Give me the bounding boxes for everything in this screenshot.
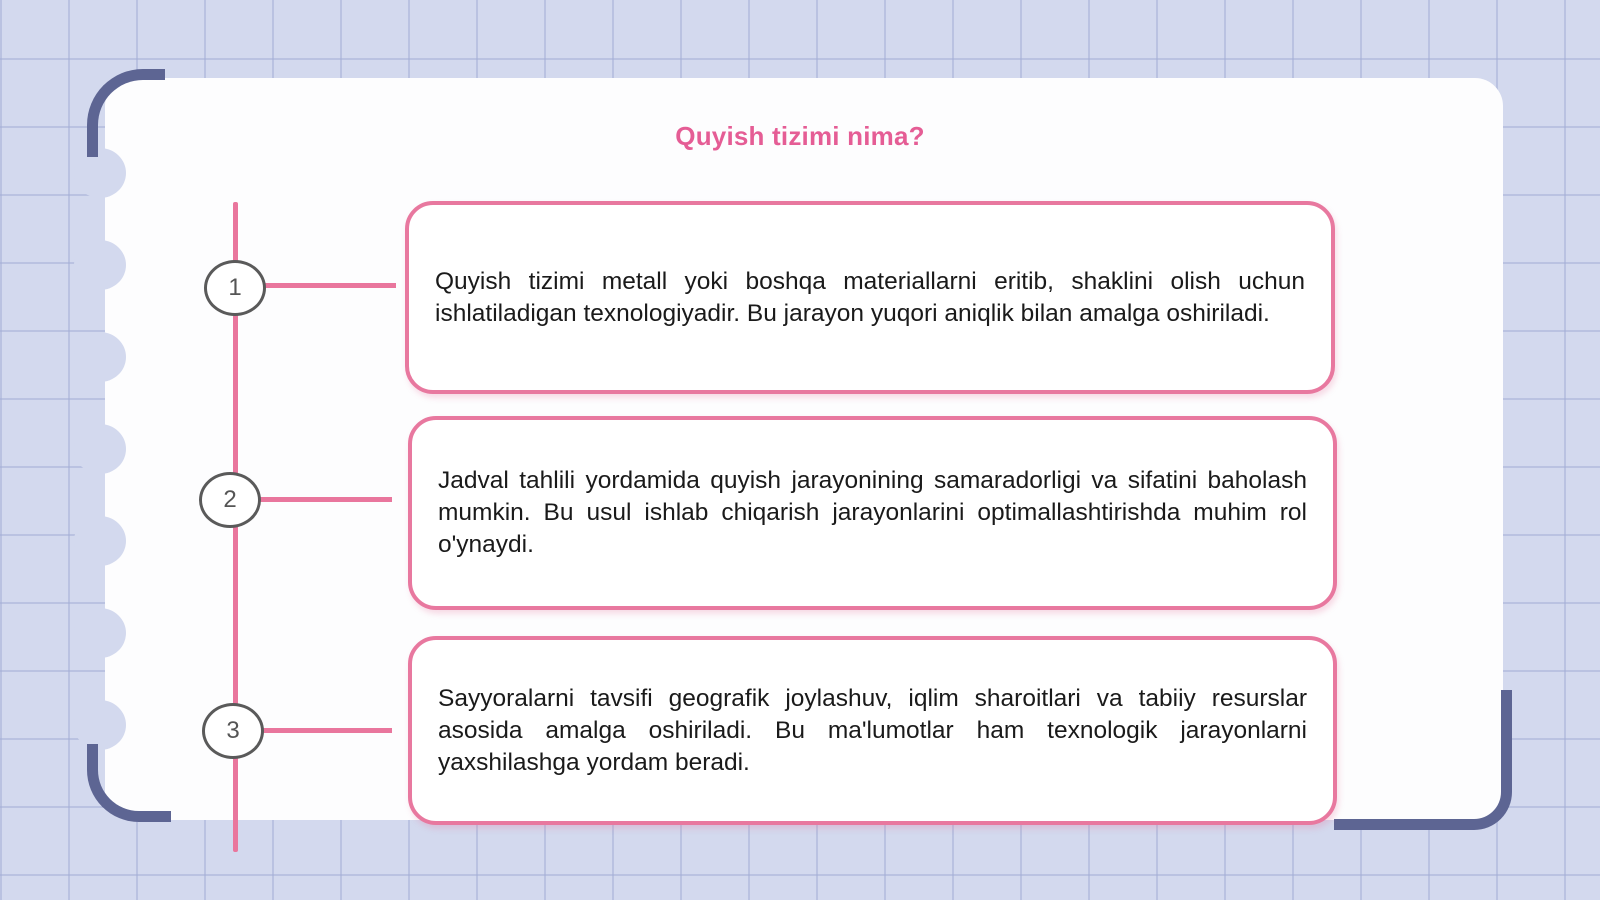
info-card [405, 201, 1335, 394]
step-number-badge: 3 [202, 703, 264, 759]
corner-bracket-bottom-right [1334, 690, 1512, 830]
card-text: Quyish tizimi metall yoki boshqa materiallarni eritib, shaklini olish uchun ishlatiladigan texnologiyadir. Bu jarayon yuqori aniqlik bilan amalga oshiriladi. [435, 267, 1305, 327]
connector-line [258, 497, 392, 502]
punch-hole [74, 424, 126, 474]
step-number-badge: 2 [199, 472, 261, 528]
punch-hole [74, 332, 126, 382]
info-card [408, 636, 1337, 825]
punch-hole [74, 700, 126, 750]
corner-bracket-bottom-left [87, 744, 171, 822]
connector-line [262, 728, 392, 733]
punch-hole [74, 608, 126, 658]
slide-title: Quyish tizimi nima? [675, 121, 925, 151]
card-text: Sayyoralarni tavsifi geografik joylashuv, iqlim sharoitlari va tabiiy resurslar asosida amalga oshiriladi. Bu ma'lumotlar ham texnologik jarayonlarni yaxshilashga yordam beradi. [438, 684, 1307, 776]
punch-hole [74, 240, 126, 290]
connector-line [262, 283, 396, 288]
step-number-badge: 1 [204, 260, 266, 316]
info-card [408, 416, 1337, 610]
card-text: Jadval tahlili yordamida quyish jarayonining samaradorligi va sifatini baholash mumkin. Bu usul ishlab chiqarish jarayonlarini optimallashtirishda muhim rol o'ynaydi. [438, 467, 1307, 558]
punch-hole [74, 516, 126, 566]
